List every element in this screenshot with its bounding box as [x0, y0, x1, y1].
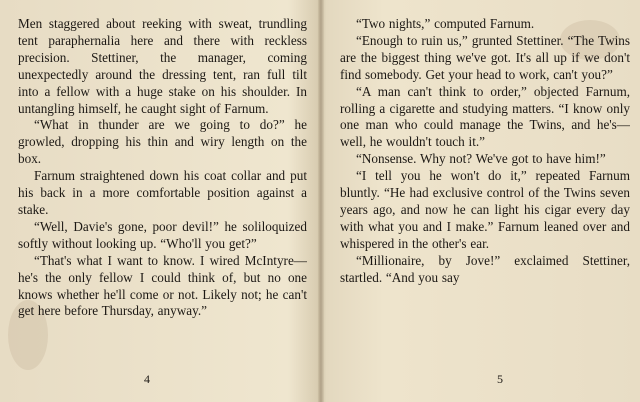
- paragraph: “Enough to ruin us,” grunted Stettiner. “The Twins are the biggest thing we've got. It's all up if we don't find somebody. Get your head to work, can't you?”: [340, 32, 630, 82]
- paragraph: “Well, Davie's gone, poor devil!” he soliloquized softly without looking up. “Who'll you get?”: [18, 218, 307, 251]
- paragraph: “Two nights,” computed Farnum.: [356, 16, 535, 31]
- paragraph: Men staggered about reeking with sweat, trundling tent paraphernalia here and there with reckless precision. Stettiner, the manager, coming unexpectedly around the dressing tent, ran full tilt into a fellow with a huge stake on his shoulder. In untangling himself, he caught sight of Farnum.: [18, 16, 307, 116]
- paragraph: “What in thunder are we going to do?” he growled, dropping his thin and wiry length on the box.: [18, 117, 307, 167]
- paragraph: “I tell you he won't do it,” repeated Farnum bluntly. “He had exclusive control of the Twins seven years ago, and now he can light his cigar every day with what you and I make.” Farnum leaned over and whispered in the other's ear.: [340, 168, 630, 251]
- left-page-text: [18, 16, 307, 374]
- paragraph: “Millionaire, by Jove!” exclaimed Stettiner, startled. “And you say: [340, 252, 630, 285]
- page-number-right: 5: [497, 372, 503, 386]
- book-gutter: [318, 0, 324, 402]
- paragraph: “A man can't think to order,” objected Farnum, rolling a cigarette and studying matters. “I know only one man who could manage the Twins, and he's—well, he wouldn't touch it.”: [340, 83, 630, 150]
- paragraph: “Nonsense. Why not? We've got to have him!”: [356, 151, 606, 167]
- right-page-text: [340, 16, 630, 374]
- paragraph: Farnum straightened down his coat collar and put his back in a more comfortable position against a stake.: [18, 168, 307, 217]
- paragraph: “That's what I want to know. I wired McIntyre—he's the only fellow I could think of, but no one knows whether he'll come or not. Likely not; he can't get here before Thursday, anyway.”: [18, 252, 307, 319]
- page-number-left: 4: [144, 372, 150, 386]
